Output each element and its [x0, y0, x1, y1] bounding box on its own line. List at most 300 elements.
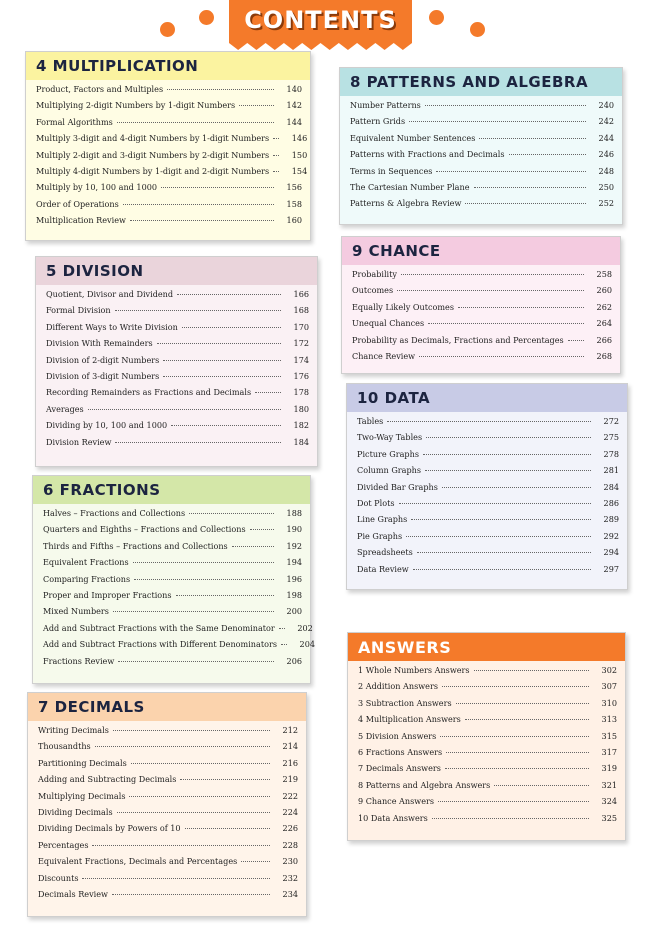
toc-entry-title: Dividing by 10, 100 and 1000 [46, 420, 168, 431]
toc-entry-title: Patterns & Algebra Review [350, 198, 462, 209]
toc-entry-title: Halves – Fractions and Collections [43, 508, 186, 518]
dot-leader [474, 187, 586, 188]
toc-entry-title: Chance Review [352, 350, 416, 361]
toc-entry-title: Quotient, Divisor and Dividend [46, 289, 174, 299]
toc-entry [46, 338, 309, 354]
dot-leader [273, 155, 279, 156]
toc-entry-page: 244 [598, 132, 614, 143]
toc-entry [36, 182, 302, 198]
toc-entry [358, 796, 617, 812]
toc-list [26, 80, 310, 232]
dot-leader [112, 894, 270, 895]
toc-entry-page: 228 [282, 839, 298, 850]
section-title: 4 MULTIPLICATION [26, 52, 310, 80]
toc-entry-page: 248 [598, 165, 614, 176]
toc-entry-page: 224 [282, 806, 298, 817]
toc-entry-title: Recording Remainders as Fractions and Decimals [46, 387, 252, 398]
toc-entry-page: 264 [596, 318, 612, 329]
toc-entry [38, 856, 298, 872]
toc-entry-page: 289 [603, 514, 619, 525]
toc-entry-page: 150 [291, 149, 308, 160]
toc-entry [36, 165, 308, 182]
toc-entry-page: 315 [601, 730, 617, 741]
toc-entry [358, 747, 617, 763]
toc-entry-title: Outcomes [352, 285, 394, 296]
toc-entry-title: Order of Operations [36, 198, 119, 209]
toc-entry-page: 234 [282, 888, 298, 899]
toc-entry-page: 180 [293, 403, 309, 414]
toc-entry-title: Formal Division [46, 305, 111, 316]
toc-entry-page: 268 [596, 350, 612, 361]
section-multiplication [25, 51, 311, 241]
dot-leader [118, 661, 274, 662]
toc-entry-page: 174 [293, 354, 309, 365]
toc-entry-page: 260 [596, 285, 612, 296]
toc-entry-title: Probability as Decimals, Fractions and Percentages [352, 334, 564, 345]
dot-leader [273, 171, 279, 172]
toc-entry-title: Formal Algorithms [36, 116, 113, 127]
toc-entry-page: 324 [601, 796, 617, 807]
dot-leader [88, 409, 281, 410]
dot-leader [113, 611, 274, 612]
dot-leader [113, 730, 270, 731]
toc-entry-title: Division With Remainders [46, 338, 153, 349]
toc-entry-page: 252 [598, 198, 614, 209]
toc-entry-page: 156 [286, 182, 302, 193]
toc-entry-title: Multiplying Decimals [38, 790, 126, 801]
toc-entry-page: 242 [598, 116, 614, 127]
toc-entry [357, 465, 619, 481]
toc-entry [36, 199, 302, 215]
section-title: ANSWERS [348, 633, 625, 661]
toc-entry [358, 665, 617, 681]
toc-entry-page: 275 [603, 432, 619, 443]
dot-leader [163, 360, 281, 361]
toc-entry-title: Equivalent Number Sentences [350, 132, 476, 143]
toc-entry [352, 318, 612, 334]
dot-leader [117, 812, 270, 813]
toc-entry-title: Terms in Sequences [350, 165, 433, 176]
toc-entry [46, 371, 309, 387]
toc-entry [38, 725, 298, 741]
toc-entry-page: 206 [286, 655, 302, 666]
toc-entry-title: 6 Fractions Answers [358, 746, 443, 757]
toc-entry-title: Pie Graphs [357, 530, 403, 541]
toc-entry-title: Line Graphs [357, 514, 408, 525]
toc-entry-title: 5 Division Answers [358, 730, 437, 741]
toc-entry-title: Equivalent Fractions [43, 557, 129, 568]
toc-entry [36, 117, 302, 133]
toc-entry-page: 178 [293, 387, 309, 398]
toc-entry [38, 741, 298, 757]
dot-leader [161, 187, 274, 188]
toc-entry-title: Product, Factors and Multiples [36, 84, 164, 94]
toc-entry [36, 215, 302, 231]
toc-entry-title: Fractions Review [43, 655, 115, 666]
toc-entry-title: Different Ways to Write Division [46, 321, 178, 332]
toc-entry [46, 404, 309, 420]
dot-leader [279, 628, 285, 629]
toc-entry-title: Comparing Fractions [43, 573, 131, 584]
toc-entry-title: Two-Way Tables [357, 432, 423, 443]
toc-entry [352, 335, 612, 351]
toc-entry [357, 482, 619, 498]
toc-entry-title: Decimals Review [38, 888, 108, 899]
toc-entry-page: 286 [603, 497, 619, 508]
dot-leader [133, 562, 274, 563]
section-title: 6 FRACTIONS [33, 476, 310, 504]
dot-leader [401, 274, 584, 275]
toc-entry [352, 302, 612, 318]
dot-leader [432, 818, 589, 819]
dot-leader [129, 796, 270, 797]
decor-dot [429, 10, 444, 25]
toc-entry-title: Column Graphs [357, 465, 422, 476]
toc-entry-title: Dividing Decimals [38, 806, 113, 817]
dot-leader [134, 579, 274, 580]
toc-entry-title: 3 Subtraction Answers [358, 697, 452, 708]
toc-entry-page: 317 [601, 746, 617, 757]
dot-leader [426, 437, 591, 438]
dot-leader [438, 801, 589, 802]
toc-entry-page: 214 [282, 741, 298, 752]
toc-entry [358, 780, 617, 796]
dot-leader [115, 442, 281, 443]
dot-leader [255, 392, 281, 393]
toc-entry-title: 9 Chance Answers [358, 796, 435, 807]
section-title: 8 PATTERNS AND ALGEBRA [340, 68, 622, 96]
toc-entry-title: Multiplication Review [36, 215, 126, 226]
toc-entry-page: 307 [601, 681, 617, 692]
toc-list [28, 721, 306, 905]
toc-entry-page: 222 [282, 790, 298, 801]
dot-leader [182, 327, 281, 328]
decor-dot [160, 22, 175, 37]
toc-entry-title: Division of 3-digit Numbers [46, 370, 160, 381]
toc-entry [38, 873, 298, 889]
dot-leader [239, 105, 274, 106]
dot-leader [474, 670, 589, 671]
toc-entry-page: 262 [596, 301, 612, 312]
toc-entry [358, 731, 617, 747]
dot-leader [465, 203, 586, 204]
toc-entry [43, 622, 313, 639]
toc-entry-page: 168 [293, 305, 309, 316]
decor-dot [470, 22, 485, 37]
section-answers [347, 632, 626, 841]
section-patterns-algebra [339, 67, 623, 225]
toc-entry [358, 714, 617, 730]
section-title: 9 CHANCE [342, 237, 620, 265]
toc-entry-page: 154 [291, 165, 308, 176]
toc-entry-title: Thirds and Fifths – Fractions and Collections [43, 540, 228, 551]
dot-leader [428, 323, 584, 324]
dot-leader [456, 703, 589, 704]
toc-entry-title: Division of 2-digit Numbers [46, 354, 160, 365]
toc-entry-title: Patterns with Fractions and Decimals [350, 149, 505, 160]
toc-entry-title: Number Patterns [350, 100, 421, 110]
toc-entry [357, 547, 619, 563]
dot-leader [232, 546, 274, 547]
dot-leader [115, 310, 281, 311]
toc-entry [43, 541, 302, 557]
toc-entry-page: 219 [282, 774, 298, 785]
dot-leader [82, 878, 270, 879]
section-decimals [27, 692, 307, 917]
toc-entry-page: 140 [286, 84, 302, 94]
toc-entry [357, 498, 619, 514]
dot-leader [123, 204, 274, 205]
dot-leader [458, 307, 584, 308]
toc-entry-page: 297 [603, 563, 619, 574]
toc-entry-page: 281 [603, 465, 619, 476]
toc-entry [36, 133, 308, 149]
toc-entry [36, 100, 302, 116]
toc-entry [350, 182, 614, 198]
toc-entry-page: 196 [286, 573, 302, 584]
toc-entry-page: 319 [601, 763, 617, 774]
toc-entry-title: Equivalent Fractions, Decimals and Percentages [38, 856, 238, 867]
toc-entry-page: 230 [282, 856, 298, 867]
dot-leader [425, 470, 591, 471]
toc-entry [43, 508, 302, 524]
dot-leader [465, 719, 589, 720]
toc-entry [350, 116, 614, 132]
toc-entry-title: Multiplying 2-digit Numbers by 1-digit Numbers [36, 100, 236, 111]
dot-leader [399, 503, 591, 504]
dot-leader [157, 343, 281, 344]
dot-leader [281, 644, 287, 645]
toc-entry [357, 564, 619, 580]
dot-leader [423, 454, 591, 455]
dot-leader [479, 138, 586, 139]
dot-leader [273, 138, 279, 139]
toc-entry-page: 278 [603, 448, 619, 459]
toc-entry-page: 184 [293, 436, 309, 447]
dot-leader [446, 752, 589, 753]
toc-entry-title: Multiply 3-digit and 4-digit Numbers by 1-digit Numbers [36, 133, 270, 144]
dot-leader [494, 785, 589, 786]
toc-entry-page: 250 [598, 181, 614, 192]
toc-entry-page: 226 [282, 823, 298, 834]
toc-entry [43, 606, 302, 622]
section-title: 10 DATA [347, 384, 627, 412]
toc-entry-page: 192 [286, 540, 302, 551]
section-title: 5 DIVISION [36, 257, 317, 285]
toc-entry-page: 202 [297, 622, 313, 633]
toc-entry-page: 212 [282, 725, 298, 735]
dot-leader [413, 569, 591, 570]
toc-entry [38, 791, 298, 807]
dot-leader [440, 736, 589, 737]
toc-entry-page: 158 [286, 198, 302, 209]
toc-entry [46, 420, 309, 436]
toc-entry-title: Averages [46, 403, 84, 414]
toc-entry-title: 7 Decimals Answers [358, 763, 441, 774]
toc-entry [46, 387, 309, 403]
dot-leader [130, 220, 274, 221]
toc-entry-title: Writing Decimals [38, 725, 109, 735]
toc-entry-title: Quarters and Eighths – Fractions and Collections [43, 524, 246, 535]
toc-entry-title: Multiply by 10, 100 and 1000 [36, 182, 158, 193]
toc-entry [46, 437, 309, 453]
toc-entry-title: Dividing Decimals by Powers of 10 [38, 823, 181, 834]
toc-entry-title: Add and Subtract Fractions with the Same Denominator [43, 622, 275, 633]
toc-entry [43, 524, 302, 540]
toc-entry [46, 305, 309, 321]
toc-entry-page: 200 [286, 606, 302, 617]
toc-entry-title: Thousandths [38, 741, 91, 752]
section-data [346, 383, 628, 590]
dot-leader [117, 122, 274, 123]
toc-entry-page: 188 [286, 508, 302, 518]
toc-entry [357, 416, 619, 432]
toc-entry [357, 432, 619, 448]
toc-entry-page: 284 [603, 481, 619, 492]
dot-leader [163, 376, 281, 377]
dot-leader [387, 421, 591, 422]
toc-entry-page: 216 [282, 757, 298, 768]
toc-list [348, 661, 625, 829]
section-chance [341, 236, 621, 374]
toc-entry [357, 449, 619, 465]
dot-leader [568, 340, 584, 341]
dot-leader [425, 105, 586, 106]
dot-leader [185, 828, 270, 829]
dot-leader [95, 746, 270, 747]
toc-entry [46, 289, 309, 305]
toc-entry-title: 8 Patterns and Algebra Answers [358, 779, 491, 790]
toc-entry [352, 351, 612, 367]
toc-entry-page: 194 [286, 557, 302, 568]
toc-entry [46, 322, 309, 338]
toc-entry [350, 100, 614, 116]
toc-entry-page: 144 [286, 116, 302, 127]
dot-leader [176, 595, 274, 596]
toc-entry [46, 355, 309, 371]
toc-entry [357, 514, 619, 530]
toc-entry-title: Dot Plots [357, 497, 395, 508]
toc-list [342, 265, 620, 367]
toc-entry [358, 813, 617, 829]
toc-entry [358, 763, 617, 779]
toc-entry-page: 321 [601, 779, 617, 790]
toc-entry [350, 166, 614, 182]
toc-entry [350, 133, 614, 149]
toc-entry-page: 166 [293, 289, 309, 299]
toc-entry-title: Partitioning Decimals [38, 757, 127, 768]
toc-entry-page: 302 [601, 665, 617, 675]
toc-entry [38, 823, 298, 839]
toc-entry-title: Spreadsheets [357, 547, 413, 558]
toc-entry-page: 292 [603, 530, 619, 541]
toc-entry-page: 325 [601, 812, 617, 823]
page-title: CONTENTS [244, 6, 397, 34]
toc-entry-page: 266 [596, 334, 612, 345]
toc-entry-page: 294 [603, 547, 619, 558]
toc-entry-page: 160 [286, 215, 302, 226]
dot-leader [419, 356, 584, 357]
toc-entry-title: 10 Data Answers [358, 812, 428, 823]
toc-entry-title: Discounts [38, 872, 79, 883]
toc-entry-title: Proper and Improper Fractions [43, 589, 172, 600]
toc-entry-page: 272 [603, 416, 619, 426]
toc-entry-title: Tables [357, 416, 384, 426]
section-division [35, 256, 318, 467]
toc-entry-title: Probability [352, 269, 397, 279]
dot-leader [409, 121, 586, 122]
dot-leader [411, 519, 591, 520]
dot-leader [397, 290, 584, 291]
dot-leader [171, 425, 281, 426]
toc-entry-page: 310 [601, 697, 617, 708]
dot-leader [250, 529, 274, 530]
toc-entry [358, 698, 617, 714]
section-title: 7 DECIMALS [28, 693, 306, 721]
dot-leader [509, 154, 587, 155]
toc-entry [36, 149, 308, 166]
toc-entry [38, 774, 298, 790]
toc-entry-page: 313 [601, 714, 617, 725]
dot-leader [442, 487, 591, 488]
toc-entry-title: Adding and Subtracting Decimals [38, 774, 177, 785]
toc-entry-title: Unequal Chances [352, 318, 425, 329]
toc-entry [43, 590, 302, 606]
toc-entry [43, 574, 302, 590]
decor-dot [199, 10, 214, 25]
toc-entry-title: Picture Graphs [357, 448, 419, 459]
toc-entry-page: 146 [291, 133, 308, 144]
toc-entry-page: 182 [293, 420, 309, 431]
toc-entry-page: 170 [293, 321, 309, 332]
dot-leader [189, 513, 274, 514]
toc-entry [350, 198, 614, 214]
toc-entry-title: 1 Whole Numbers Answers [358, 665, 470, 675]
toc-entry-title: Equally Likely Outcomes [352, 301, 454, 312]
toc-entry-page: 176 [293, 370, 309, 381]
toc-entry [358, 681, 617, 697]
toc-entry [352, 269, 612, 285]
toc-entry [350, 149, 614, 165]
toc-entry-page: 172 [293, 338, 309, 349]
toc-entry [43, 656, 302, 672]
dot-leader [417, 552, 591, 553]
toc-entry [36, 84, 302, 100]
dot-leader [442, 686, 589, 687]
toc-entry-title: 2 Addition Answers [358, 681, 438, 692]
toc-entry-page: 190 [286, 524, 302, 535]
toc-entry-title: Pattern Grids [350, 116, 406, 127]
dot-leader [167, 89, 274, 90]
dot-leader [436, 171, 586, 172]
toc-entry-page: 142 [286, 100, 302, 111]
toc-entry-page: 240 [598, 100, 614, 110]
toc-entry [43, 639, 315, 655]
dot-leader [445, 768, 589, 769]
toc-entry-title: 4 Multiplication Answers [358, 714, 461, 725]
toc-list [347, 412, 627, 580]
section-fractions [32, 475, 315, 684]
toc-entry-page: 246 [598, 149, 614, 160]
toc-entry [38, 758, 298, 774]
toc-entry-title: Mixed Numbers [43, 606, 109, 617]
dot-leader [92, 845, 270, 846]
dot-leader [406, 536, 591, 537]
toc-entry [352, 285, 612, 301]
toc-entry-title: Multiply 4-digit Numbers by 1-digit and 2-digit Numbers [36, 165, 270, 176]
toc-list [340, 96, 622, 215]
toc-entry-title: Percentages [38, 839, 89, 850]
